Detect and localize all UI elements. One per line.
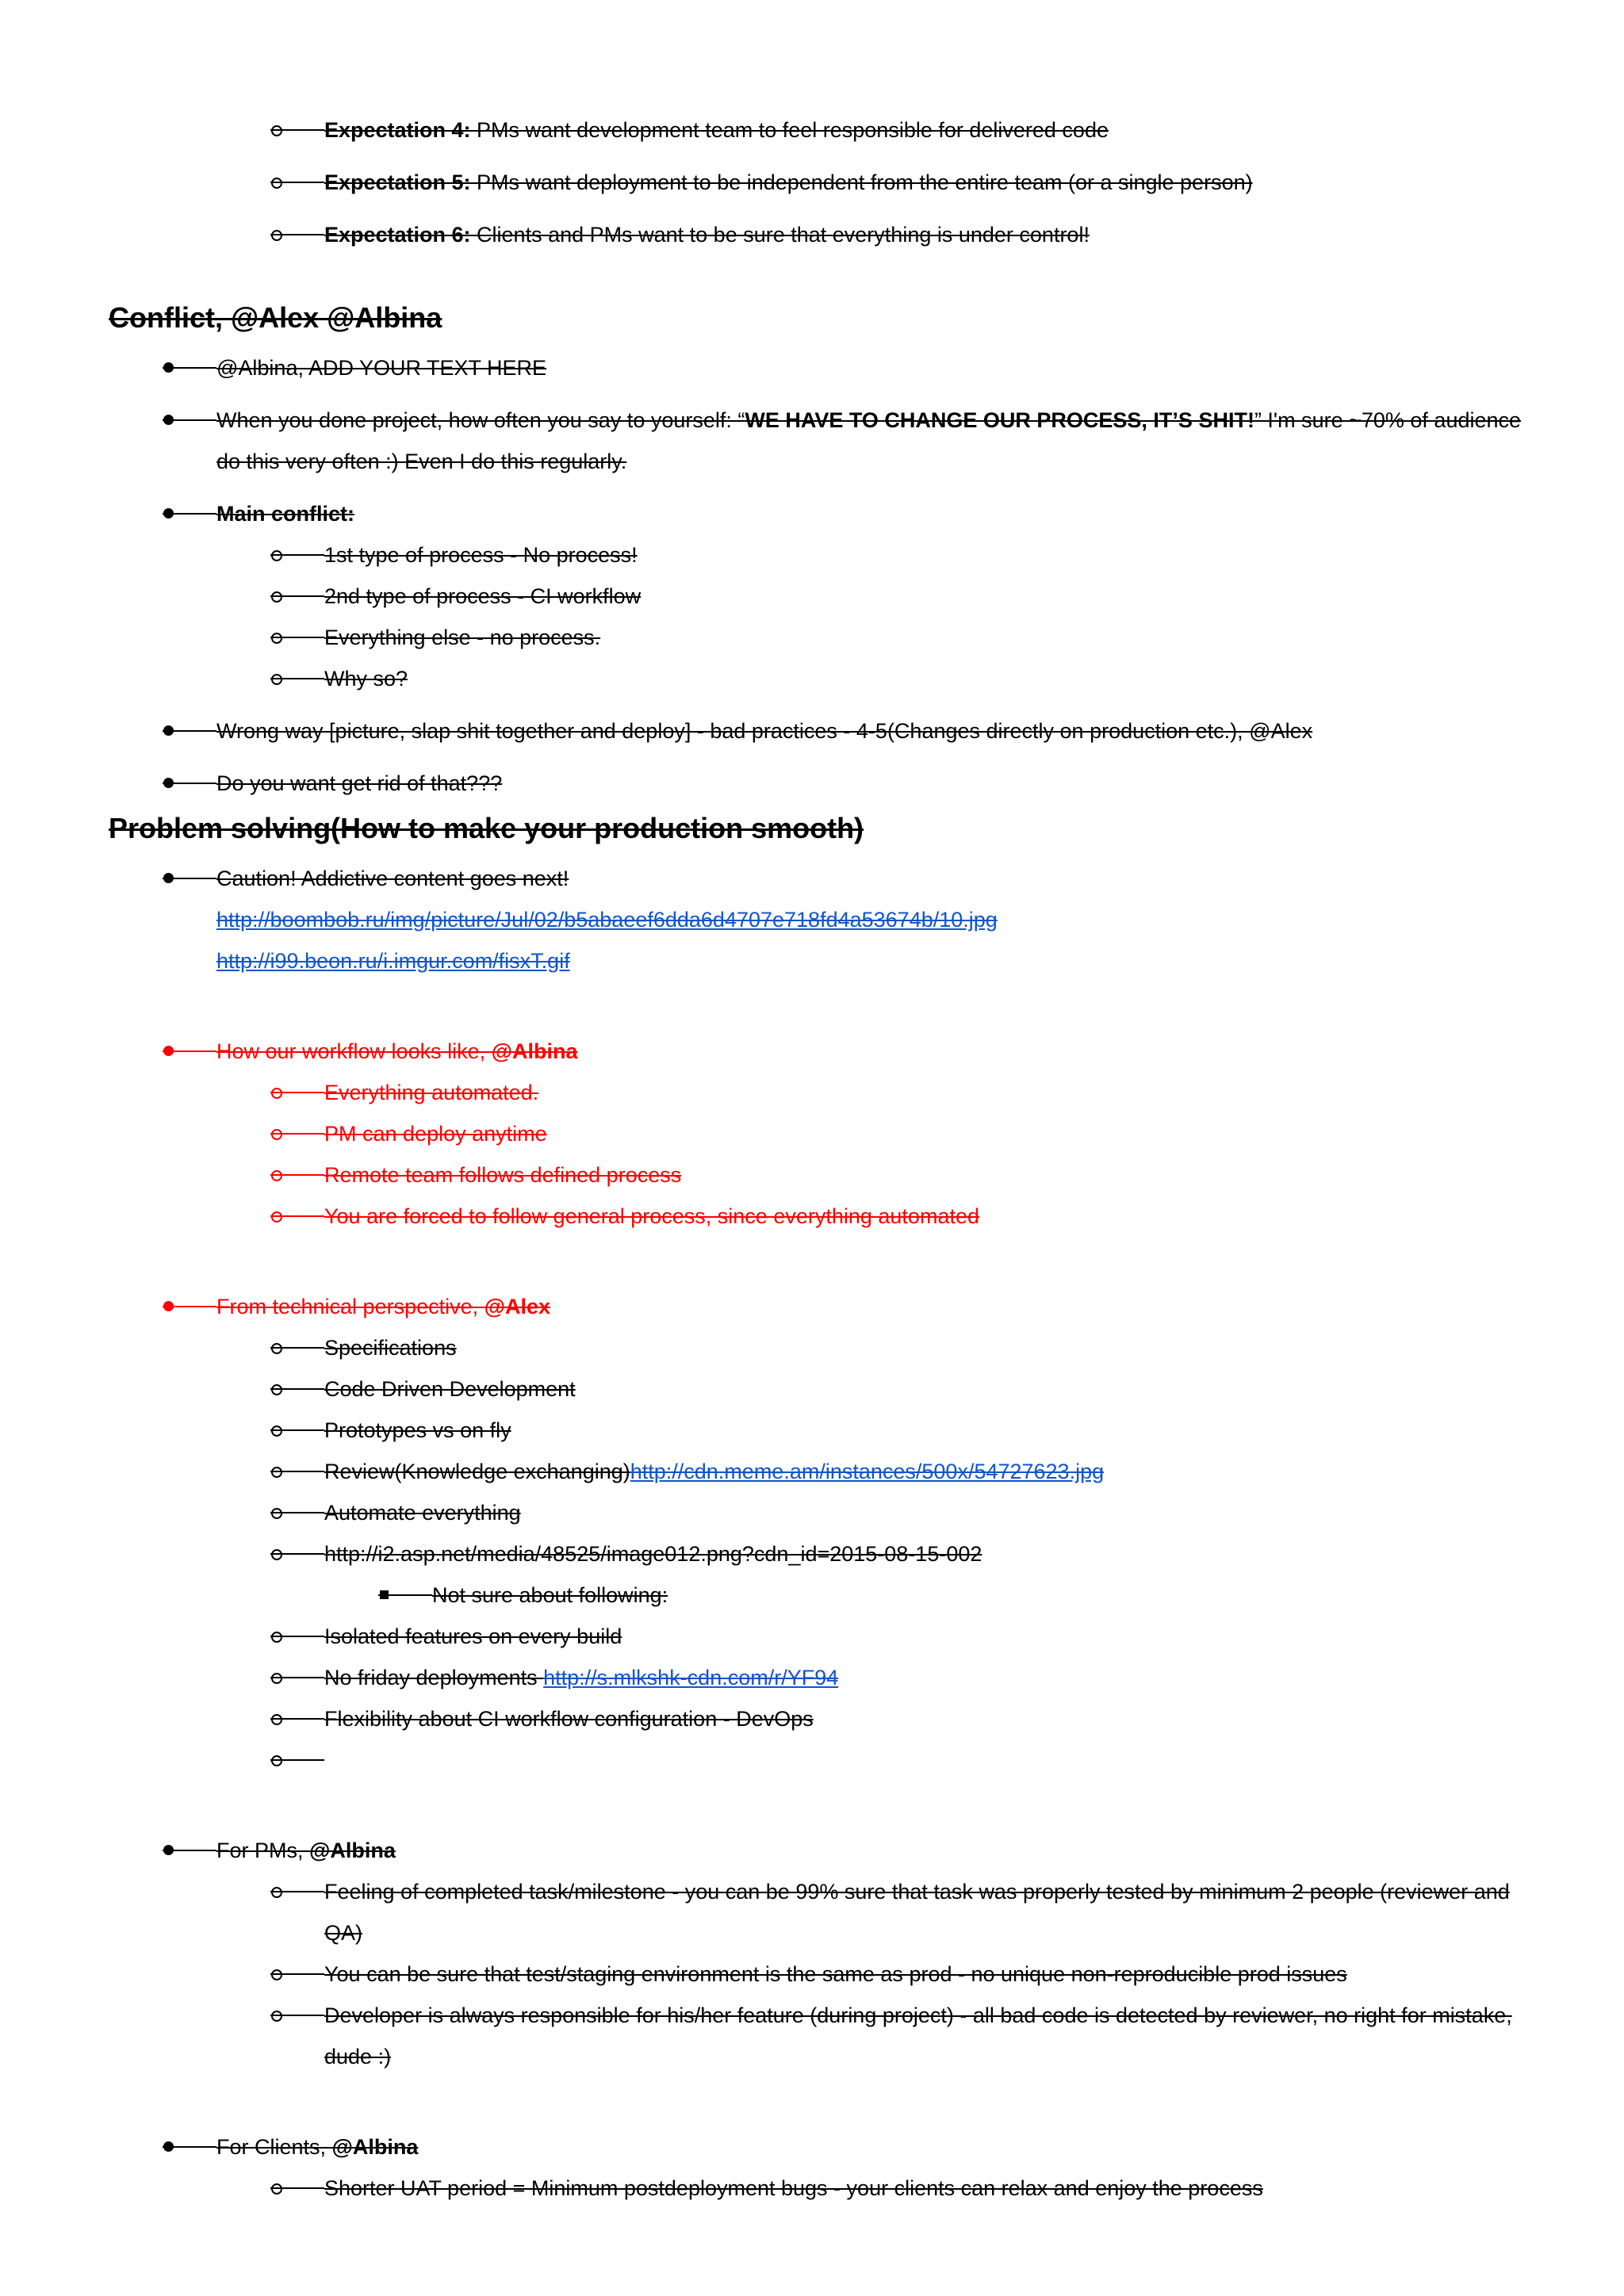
text-segment: Code Driven Development (324, 1377, 576, 1401)
hyperlink[interactable]: http://cdn.meme.am/instances/500x/54727623.jpg (630, 1460, 1105, 1483)
text-segment: Flexibility about CI workflow configuration - DevOps (324, 1707, 814, 1731)
hyperlink[interactable]: http://s.mlkshk-cdn.com/r/YF94 (543, 1666, 839, 1689)
text-segment: @Albina, ADD YOUR TEXT HERE (216, 356, 547, 380)
item-text (324, 1954, 1530, 1995)
bullet-circle-icon (270, 576, 324, 617)
bullet-item (109, 162, 1530, 203)
text-segment: 2nd type of process - CI workflow (324, 584, 642, 608)
item-text (324, 1451, 1530, 1492)
item-text (216, 493, 1530, 534)
item-text (324, 1410, 1530, 1451)
bullet-item (109, 1327, 1530, 1368)
text-segment: Everything automated. (324, 1081, 539, 1104)
text-segment: PMs want deployment to be independent from the entire team (or a single person) (477, 170, 1253, 194)
bullet-item (109, 1995, 1530, 2077)
bullet-circle-icon (270, 1739, 324, 1781)
bullet-disc-icon (163, 858, 216, 899)
text-segment: @Albina (491, 1039, 578, 1063)
bullet-circle-icon (270, 1451, 324, 1492)
item-text (324, 1492, 1530, 1533)
bullet-item (109, 1154, 1530, 1196)
bullet-circle-icon (270, 1072, 324, 1113)
bullet-item (109, 1113, 1530, 1154)
bullet-circle-icon (270, 1196, 324, 1237)
bullet-disc-icon (163, 493, 216, 534)
text-segment: Expectation 5: (324, 170, 477, 194)
bullet-circle-icon (270, 1533, 324, 1575)
text-segment: Expectation 6: (324, 223, 477, 247)
bullet-disc-icon (163, 400, 216, 441)
bullet-item (109, 658, 1530, 699)
bullet-item (109, 1451, 1530, 1492)
text-segment: ” I'm sure ~70% of audience do this very often :) Even I do this regularly. (216, 408, 1522, 473)
text-segment: Feeling of completed task/milestone - you can be 99% sure that task was properly tested by minimum 2 people (reviewer and QA) (324, 1880, 1510, 1945)
bullet-item (109, 1616, 1530, 1657)
item-text (324, 576, 1530, 617)
item-text (324, 1196, 1530, 1237)
bullet-item (109, 1492, 1530, 1533)
text-segment: Main conflict: (216, 502, 354, 526)
bullet-circle-icon (270, 1368, 324, 1410)
bullet-circle-icon (270, 214, 324, 255)
bullet-circle-icon (270, 1954, 324, 1995)
bullet-circle-icon (270, 1616, 324, 1657)
heading-text: Conflict, @Alex @Albina (109, 301, 442, 334)
bullet-item (109, 1871, 1530, 1954)
text-segment: Everything else - no process. (324, 626, 601, 649)
bullet-circle-icon (270, 1410, 324, 1451)
bullet-item (109, 1698, 1530, 1739)
text-segment: Specifications (324, 1336, 457, 1360)
text-segment: Why so? (324, 667, 408, 691)
item-text (324, 1113, 1530, 1154)
item-text (324, 2168, 1530, 2209)
text-segment: Developer is always responsible for his/her feature (during project) - all bad code is detected by reviewer, no right for mistake, dude :) (324, 2003, 1512, 2068)
bullet-item (109, 1533, 1530, 1575)
text-segment: From technical perspective, (216, 1295, 485, 1318)
text-segment: 1st type of process - No process! (324, 543, 638, 567)
bullet-circle-icon (270, 109, 324, 151)
item-text (216, 1830, 1530, 1871)
text-segment: How our workflow looks like, (216, 1039, 492, 1063)
text-segment: For Clients, (216, 2135, 332, 2159)
bullet-item (109, 1072, 1530, 1113)
item-text (324, 1698, 1530, 1739)
text-segment: PMs want development team to feel responsible for delivered code (477, 118, 1109, 142)
item-text (324, 162, 1530, 203)
bullet-disc-icon (163, 347, 216, 388)
text-segment: Caution! Addictive content goes next! (216, 867, 569, 890)
text-segment: PM can deploy anytime (324, 1122, 547, 1146)
blank-line (109, 982, 1530, 1020)
text-segment: Wrong way [picture, slap shit together and deploy] - bad practices - 4-5(Changes directly on production etc.), @Alex (216, 719, 1313, 743)
bullet-item (109, 1286, 1530, 1327)
section-heading (109, 300, 1530, 336)
continuation-line (109, 940, 1530, 982)
bullet-disc-icon (163, 2126, 216, 2168)
text-segment: @Albina (331, 2135, 419, 2159)
item-text (324, 1072, 1530, 1113)
item-text (216, 1031, 1530, 1072)
bullet-item (109, 1657, 1530, 1698)
bullet-item (109, 347, 1530, 388)
item-text (324, 534, 1530, 576)
item-text (216, 940, 1530, 982)
bullet-circle-icon (270, 1871, 324, 1912)
bullet-circle-icon (270, 617, 324, 658)
bullet-item (109, 763, 1530, 804)
bullet-circle-icon (270, 1995, 324, 2036)
item-text (324, 1739, 1530, 1781)
bullet-item (109, 1031, 1530, 1072)
item-text (324, 658, 1530, 699)
bullet-item (109, 400, 1530, 482)
item-text (432, 1575, 1530, 1616)
text-segment: Review(Knowledge exchanging) (324, 1460, 630, 1483)
bullet-item (109, 576, 1530, 617)
text-segment: http://i2.asp.net/media/48525/image012.png?cdn_id=2015-08-15-002 (324, 1542, 982, 1566)
bullet-item (109, 109, 1530, 151)
continuation-line (109, 899, 1530, 940)
text-segment: Do you want get rid of that??? (216, 771, 503, 795)
text-segment: Expectation 4: (324, 118, 477, 142)
item-text (216, 899, 1530, 940)
bullet-square-icon (378, 1575, 432, 1616)
bullet-item (109, 1739, 1530, 1781)
item-text (324, 1327, 1530, 1368)
bullet-circle-icon (270, 534, 324, 576)
bullet-disc-icon (163, 1031, 216, 1072)
bullet-circle-icon (270, 1492, 324, 1533)
text-segment: Shorter UAT period = Minimum postdeployment bugs - your clients can relax and enjoy the process (324, 2176, 1263, 2200)
bullet-item (109, 493, 1530, 534)
text-segment: @Alex (484, 1295, 551, 1318)
bullet-item (109, 1196, 1530, 1237)
bullet-disc-icon (163, 763, 216, 804)
bullet-item (109, 617, 1530, 658)
text-segment: No friday deployments (324, 1666, 544, 1689)
bullet-circle-icon (270, 1657, 324, 1698)
bullet-circle-icon (270, 1154, 324, 1196)
item-text (216, 2126, 1530, 2168)
item-text (216, 710, 1530, 752)
bullet-item (109, 534, 1530, 576)
text-segment: Isolated features on every build (324, 1624, 622, 1648)
bullet-item (109, 1368, 1530, 1410)
text-segment: For PMs, (216, 1839, 310, 1862)
item-text (324, 617, 1530, 658)
blank-line (109, 1237, 1530, 1275)
bullet-circle-icon (270, 1113, 324, 1154)
item-text (216, 858, 1530, 899)
hyperlink[interactable]: http://boombob.ru/img/picture/Jul/02/b5abaeef6dda6d4707e718fd4a53674b/10.jpg (216, 908, 998, 932)
blank-line (109, 1781, 1530, 1819)
item-text (324, 1368, 1530, 1410)
blank-line (109, 2077, 1530, 2115)
bullet-item (109, 1954, 1530, 1995)
text-segment: WE HAVE TO CHANGE OUR PROCESS, IT’S SHIT! (745, 408, 1254, 432)
item-text (324, 214, 1530, 255)
bullet-item (109, 858, 1530, 899)
section-heading (109, 810, 1530, 847)
item-text (216, 347, 1530, 388)
bullet-item (109, 710, 1530, 752)
item-text (324, 1871, 1530, 1954)
item-text (324, 1616, 1530, 1657)
item-text (324, 109, 1530, 151)
bullet-item (109, 1410, 1530, 1451)
bullet-item (109, 2126, 1530, 2168)
text-segment: Remote team follows defined process (324, 1163, 682, 1187)
bullet-circle-icon (270, 1698, 324, 1739)
bullet-item (109, 2168, 1530, 2209)
bullet-disc-icon (163, 710, 216, 752)
bullet-item (109, 1575, 1530, 1616)
bullet-item (109, 1830, 1530, 1871)
bullet-circle-icon (270, 658, 324, 699)
text-segment: Not sure about following: (432, 1583, 668, 1607)
text-segment: Clients and PMs want to be sure that everything is under control! (477, 223, 1090, 247)
item-text (324, 1657, 1530, 1698)
text-segment: Prototypes vs on fly (324, 1418, 511, 1442)
item-text (216, 1286, 1530, 1327)
hyperlink[interactable]: http://i99.beon.ru/i.imgur.com/fisxT.gif (216, 949, 570, 973)
text-segment: @Albina (309, 1839, 396, 1862)
item-text (324, 1154, 1530, 1196)
text-segment: You are forced to follow general process, since everything automated (324, 1204, 979, 1228)
bullet-item (109, 214, 1530, 255)
bullet-disc-icon (163, 1286, 216, 1327)
bullet-circle-icon (270, 162, 324, 203)
blank-line (109, 255, 1530, 293)
item-text (216, 400, 1530, 482)
bullet-disc-icon (163, 1830, 216, 1871)
bullet-circle-icon (270, 1327, 324, 1368)
heading-text: Problem solving(How to make your production smooth) (109, 812, 864, 844)
text-segment: Automate everything (324, 1501, 521, 1525)
bullet-circle-icon (270, 2168, 324, 2209)
text-segment: You can be sure that test/staging environment is the same as prod - no unique non-reproducible prod issues (324, 1962, 1347, 1986)
text-segment: When you done project, how often you say to yourself: “ (216, 408, 745, 432)
item-text (324, 1533, 1530, 1575)
item-text (324, 1995, 1530, 2077)
item-text (216, 763, 1530, 804)
